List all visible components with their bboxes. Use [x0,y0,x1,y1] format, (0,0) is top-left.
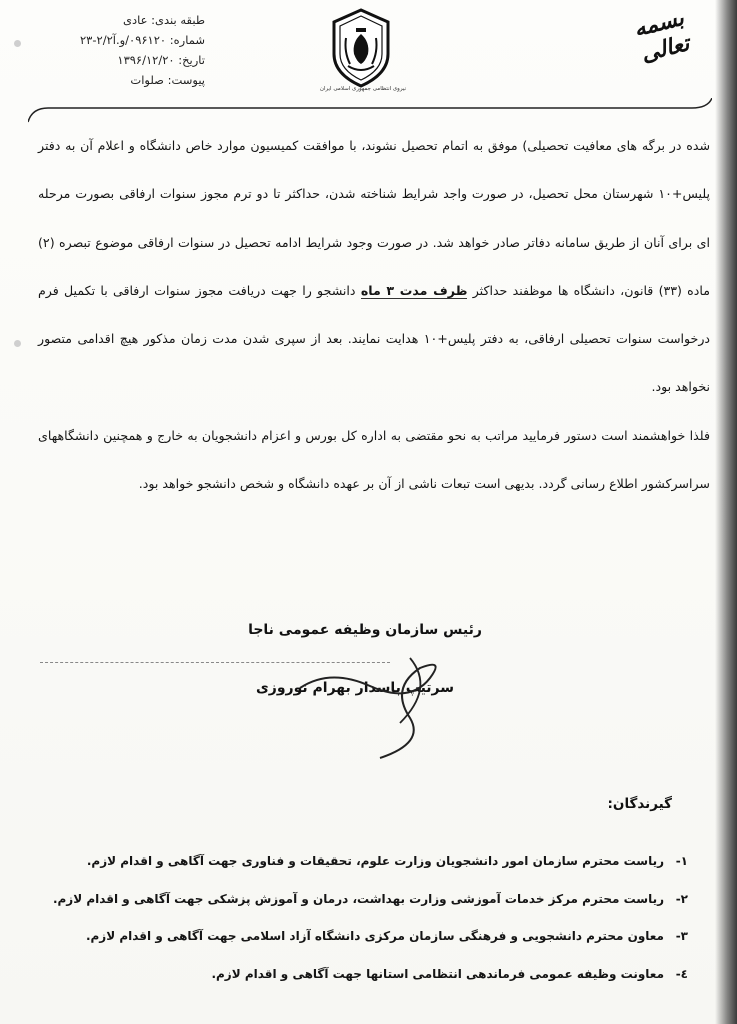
punch-hole [14,340,21,347]
list-item [140,956,688,994]
letter-attachment: پیوست: صلوات [130,73,205,87]
list-item [52,881,688,919]
letter-date: تاریخ: ۱۳۹۶/۱۲/۲۰ [117,53,205,67]
item-number: ۱- [675,854,688,868]
police-emblem-icon [330,8,392,88]
item-text: ریاست محترم سازمان امور دانشجویان وزارت علوم، تحقیقات و فناوری جهت آگاهی و اقدام لازم. [86,854,664,868]
emblem-caption: نیروی انتظامی جمهوری اسلامی ایران [319,86,407,92]
paragraph-1-text-end: دانشجو را جهت دریافت مجوز سنوات ارفاقی با تکمیل فرم درخواست سنوات تحصیلی ارفاقی، به دفتر پلیس+۱۰ هدایت نمایند. بعد از سپری شدن مدت زمان مذکور هیچ اقدامی متصور نخواهد بود. [38,282,711,395]
item-number: ۳- [675,929,688,943]
page-shadow-edge [715,0,737,1024]
body-paragraph-1 [38,122,710,412]
item-text: معاونت وظیفه عمومی فرماندهی انتظامی استانها جهت آگاهی و اقدام لازم. [211,966,664,981]
letter-number: شماره: ۰۹۶۱۲۰/و.آ۲/۲-۲۳ [80,33,205,47]
basmala-heading: بسمه تعالی [631,4,692,68]
item-number: ٤- [675,966,688,981]
classification: طبقه بندی: عادی [123,13,205,27]
signer-name: سرتیپ پاسدار بهرام نوروزی [255,680,455,696]
item-text: معاون محترم دانشجویی و فرهنگی سازمان مرکزی دانشگاه آزاد اسلامی جهت آگاهی و اقدام لازم. [85,929,664,943]
paragraph-1-text-start: شده در برگه های معافیت تحصیلی) موفق به اتمام تحصیل نشوند، با موافقت کمیسیون موارد خاص دانشگاه و اعلام آن به دفتر پلیس+۱۰ شهرستان محل تحصیل، در صورت واجد شرایط شناخته شدن، حداکثر تا دو ترم مجوز سنوات ارفاقی بصورت مرحله ای برای آنان از طریق سامانه دفاتر صادر خواهد شد. در صورت وجود شرایط ادامه تحصیل در سنوات ارفاقی موضوع تبصره (۲) ماده (۳۳) قانون، دانشگاه ها موظفند حداکثر [38,138,710,298]
signer-title: رئیس سازمان وظیفه عمومی ناجا [248,622,482,638]
recipients-list [52,843,688,993]
list-item [86,843,688,881]
item-text: ریاست محترم مرکز خدمات آموزشی وزارت بهداشت، درمان و آموزش پزشکی جهت آگاهی و اقدام لازم. [52,891,664,906]
body-paragraph-2: فلذا خواهشمند است دستور فرمایید مراتب به نحو مقتضی به اداره کل بورس و اعزام دانشجویان به خارج و همچنین دانشگاههای سراسرکشور اطلاع رسانی گردد. بدیهی است تبعات ناشی از آن بر عهده دانشگاه و شخص دانشجو خواهد بود. [38,427,710,492]
header-divider [28,98,712,124]
item-number: ۲- [675,891,688,906]
list-item [85,918,688,956]
letter-meta [60,10,205,90]
punch-hole [14,40,21,47]
recipients-title: گیرندگان: [607,796,672,812]
handwritten-signature [260,628,500,768]
letter-body [38,122,710,508]
deadline-highlight: ظرف مدت ۳ ماه [360,282,468,298]
